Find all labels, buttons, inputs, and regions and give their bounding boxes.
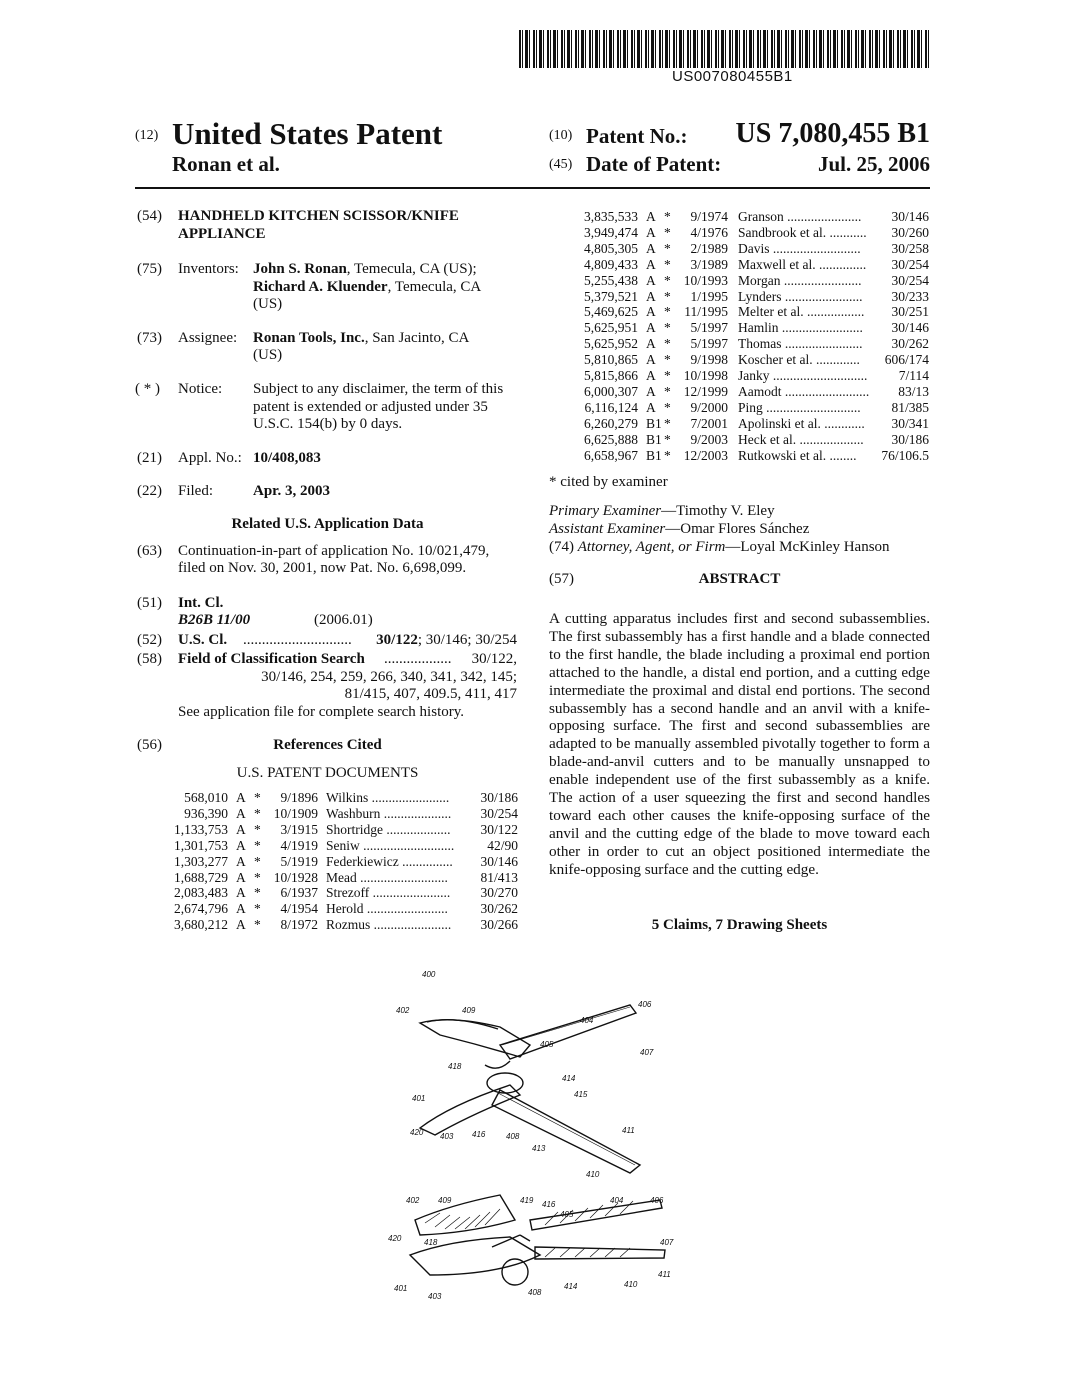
reference-name: Rutkowski et al. ........ bbox=[738, 447, 857, 463]
notice-line-2: patent is extended or adjusted under 35 bbox=[253, 399, 488, 415]
reference-number: 5,379,521 bbox=[584, 288, 638, 304]
reference-kind: A bbox=[236, 917, 246, 933]
reference-kind: A bbox=[236, 869, 246, 885]
reference-name: Thomas ....................... bbox=[738, 336, 863, 352]
related-data-heading: Related U.S. Application Data bbox=[231, 516, 424, 532]
svg-text:400: 400 bbox=[422, 970, 436, 979]
reference-name: Shortridge ................... bbox=[326, 821, 451, 837]
primary-examiner: Primary Examiner—Timothy V. Eley bbox=[549, 503, 775, 519]
reference-date: 9/1974 bbox=[690, 209, 728, 224]
reference-date: 7/2001 bbox=[690, 415, 728, 431]
code-51: (51) bbox=[137, 595, 162, 611]
notice-line-1: Subject to any disclaimer, the term of this bbox=[253, 381, 504, 397]
filed-date: Apr. 3, 2003 bbox=[253, 483, 330, 499]
abstract-text: A cutting apparatus includes first and second subassemblies. The first subassembly has a first handle and a blade connected to the first handle, the blade including a proximal end portion attached to the handle, a distal end portion, and a cutting edge intermediate the proximal and distal end portions. The second subassembly has a second handle and an anvil with a knife-opposing surface. The first and second subassemblies are adapted to be manually assembled pivotally together to form a blade-and-anvil cutters and to be manually unsnapped to enable independent use of the first subassembly as a knife. The action of a user squeezing the first and second handles toward each other causes the knife-opposing surface of the anvil and the cutting edge of the blade to move toward each other in order to cut an object positioned intermediate the knife-opposing surface and the cutting edge. bbox=[549, 610, 930, 878]
svg-text:401: 401 bbox=[394, 1284, 408, 1293]
reference-kind: A bbox=[646, 272, 656, 288]
reference-number: 1,301,753 bbox=[174, 837, 228, 853]
reference-row bbox=[570, 336, 930, 352]
reference-number: 1,303,277 bbox=[174, 853, 228, 869]
patent-drawing bbox=[380, 965, 680, 1305]
code-58: (58) bbox=[137, 651, 162, 667]
reference-number: 936,390 bbox=[184, 805, 228, 821]
reference-date: 4/1954 bbox=[280, 901, 318, 917]
code-45: (45) bbox=[549, 157, 573, 172]
reference-class: 30/262 bbox=[891, 336, 929, 352]
bottom-finger-loop bbox=[502, 1259, 528, 1285]
reference-cited-mark: * bbox=[664, 320, 671, 336]
reference-row bbox=[160, 917, 518, 933]
reference-cited-mark: * bbox=[664, 240, 671, 256]
reference-row bbox=[570, 320, 930, 336]
reference-row bbox=[570, 432, 930, 448]
reference-class: 30/146 bbox=[891, 209, 929, 224]
code-12: (12) bbox=[135, 128, 159, 143]
int-cl-code: B26B 11/00 bbox=[178, 612, 251, 628]
reference-class: 30/266 bbox=[480, 917, 518, 933]
reference-class: 30/146 bbox=[891, 320, 929, 336]
reference-number: 3,949,474 bbox=[584, 224, 638, 240]
svg-text:402: 402 bbox=[396, 1006, 410, 1015]
patent-no-label: Patent No.: bbox=[586, 124, 688, 148]
code-57: (57) bbox=[549, 571, 574, 587]
reference-class: 30/254 bbox=[891, 256, 929, 272]
reference-date: 8/1972 bbox=[280, 917, 318, 933]
reference-class: 30/122 bbox=[480, 821, 518, 837]
svg-text:413: 413 bbox=[532, 1144, 546, 1153]
svg-text:405: 405 bbox=[560, 1210, 574, 1219]
reference-number: 5,625,951 bbox=[584, 320, 638, 336]
reference-kind: A bbox=[646, 288, 656, 304]
reference-kind: A bbox=[646, 336, 656, 352]
reference-number: 3,680,212 bbox=[174, 917, 228, 933]
reference-number: 3,835,533 bbox=[584, 209, 638, 224]
svg-text:416: 416 bbox=[472, 1130, 486, 1139]
reference-date: 2/1989 bbox=[690, 240, 728, 256]
field-search-line-3: 81/415, 407, 409.5, 411, 417 bbox=[344, 686, 517, 702]
code-75: (75) bbox=[137, 261, 162, 277]
reference-cited-mark: * bbox=[664, 447, 671, 463]
int-cl-year: (2006.01) bbox=[314, 612, 373, 628]
reference-kind: A bbox=[646, 368, 656, 383]
reference-row bbox=[160, 901, 518, 917]
svg-text:404: 404 bbox=[610, 1196, 624, 1205]
us-cl-value: 30/122; 30/146; 30/254 bbox=[376, 632, 517, 648]
reference-number: 2,674,796 bbox=[174, 901, 228, 917]
svg-text:410: 410 bbox=[624, 1280, 638, 1289]
reference-class: 30/341 bbox=[891, 415, 929, 431]
reference-kind: A bbox=[646, 399, 656, 415]
reference-kind: A bbox=[646, 209, 656, 224]
inventor-2-country: (US) bbox=[253, 296, 283, 312]
reference-date: 3/1989 bbox=[690, 256, 728, 272]
reference-kind: A bbox=[646, 304, 656, 320]
reference-name: Apolinski et al. ............ bbox=[738, 415, 865, 431]
reference-kind: B1 bbox=[646, 431, 662, 447]
title-line-2: APPLIANCE bbox=[178, 226, 266, 242]
reference-class: 81/413 bbox=[480, 869, 518, 885]
reference-date: 5/1997 bbox=[690, 320, 728, 336]
reference-cited-mark: * bbox=[664, 209, 671, 224]
reference-row bbox=[570, 416, 930, 432]
reference-number: 2,083,483 bbox=[174, 885, 228, 901]
reference-cited-mark: * bbox=[664, 368, 671, 383]
reference-number: 5,255,438 bbox=[584, 272, 638, 288]
reference-name: Janky ............................ bbox=[738, 368, 868, 383]
reference-class: 30/186 bbox=[480, 790, 518, 805]
reference-cited-mark: * bbox=[254, 917, 261, 933]
inventor-2: Richard A. Kluender, Temecula, CA bbox=[253, 279, 482, 295]
top-finger-loop bbox=[487, 1073, 523, 1093]
reference-date: 4/1919 bbox=[280, 837, 318, 853]
reference-number: 1,688,729 bbox=[174, 869, 228, 885]
reference-cited-mark: * bbox=[254, 869, 261, 885]
reference-kind: A bbox=[236, 821, 246, 837]
continuation-line-1: Continuation-in-part of application No. 10/021,479, bbox=[178, 543, 490, 559]
reference-cited-mark: * bbox=[664, 399, 671, 415]
barcode-number: US007080455B1 bbox=[672, 68, 793, 85]
header-rule bbox=[135, 187, 930, 189]
reference-date: 12/2003 bbox=[683, 447, 728, 463]
reference-row bbox=[160, 806, 518, 822]
int-cl-label: Int. Cl. bbox=[178, 595, 224, 611]
code-notice: ( * ) bbox=[135, 381, 160, 397]
reference-class: 7/114 bbox=[898, 368, 929, 383]
field-search-dots: .................. bbox=[384, 651, 452, 667]
patent-date: Jul. 25, 2006 bbox=[817, 152, 930, 176]
reference-number: 5,815,866 bbox=[584, 368, 638, 383]
reference-row bbox=[570, 257, 930, 273]
reference-row bbox=[570, 304, 930, 320]
svg-text:418: 418 bbox=[448, 1062, 462, 1071]
reference-number: 5,469,625 bbox=[584, 304, 638, 320]
reference-row bbox=[160, 870, 518, 886]
code-54: (54) bbox=[137, 208, 162, 224]
svg-text:401: 401 bbox=[412, 1094, 426, 1103]
svg-text:420: 420 bbox=[410, 1128, 424, 1137]
reference-date: 5/1919 bbox=[280, 853, 318, 869]
reference-date: 9/2000 bbox=[690, 399, 728, 415]
reference-name: Melter et al. ................. bbox=[738, 304, 865, 320]
reference-number: 6,260,279 bbox=[584, 415, 638, 431]
reference-class: 30/254 bbox=[480, 805, 518, 821]
svg-text:414: 414 bbox=[562, 1074, 576, 1083]
inventors-label: Inventors: bbox=[178, 261, 239, 277]
reference-date: 3/1915 bbox=[280, 821, 318, 837]
reference-date: 4/1976 bbox=[690, 224, 728, 240]
reference-cited-mark: * bbox=[664, 304, 671, 320]
reference-class: 606/174 bbox=[884, 352, 929, 368]
reference-cited-mark: * bbox=[254, 821, 261, 837]
assistant-examiner: Assistant Examiner—Omar Flores Sánchez bbox=[549, 521, 810, 537]
reference-name: Davis .......................... bbox=[738, 240, 861, 256]
reference-date: 10/1928 bbox=[273, 869, 318, 885]
svg-text:411: 411 bbox=[622, 1126, 635, 1135]
reference-date: 9/1896 bbox=[280, 790, 318, 805]
reference-name: Wilkins ....................... bbox=[326, 790, 450, 805]
svg-text:403: 403 bbox=[440, 1132, 454, 1141]
reference-cited-mark: * bbox=[664, 431, 671, 447]
reference-row bbox=[570, 241, 930, 257]
reference-name: Hamlin ........................ bbox=[738, 320, 863, 336]
reference-row bbox=[570, 448, 930, 464]
reference-class: 30/260 bbox=[891, 224, 929, 240]
svg-text:409: 409 bbox=[438, 1196, 452, 1205]
reference-kind: A bbox=[646, 240, 656, 256]
svg-text:409: 409 bbox=[462, 1006, 476, 1015]
patent-type-title: United States Patent bbox=[172, 116, 443, 151]
reference-kind: B1 bbox=[646, 447, 662, 463]
assignee: Ronan Tools, Inc., San Jacinto, CA bbox=[253, 330, 470, 346]
notice-label: Notice: bbox=[178, 381, 223, 397]
reference-name: Mead .......................... bbox=[326, 869, 448, 885]
title-line-1: HANDHELD KITCHEN SCISSOR/KNIFE bbox=[178, 208, 459, 224]
code-52: (52) bbox=[137, 632, 162, 648]
reference-row bbox=[570, 400, 930, 416]
inventor-summary: Ronan et al. bbox=[172, 152, 280, 176]
svg-text:402: 402 bbox=[406, 1196, 420, 1205]
reference-number: 4,809,433 bbox=[584, 256, 638, 272]
reference-cited-mark: * bbox=[254, 901, 261, 917]
reference-cited-mark: * bbox=[254, 790, 261, 805]
reference-kind: A bbox=[646, 224, 656, 240]
reference-number: 5,625,952 bbox=[584, 336, 638, 352]
notice-line-3: U.S.C. 154(b) by 0 days. bbox=[253, 416, 403, 432]
reference-name: Ping ............................ bbox=[738, 399, 861, 415]
reference-date: 10/1993 bbox=[683, 272, 728, 288]
reference-class: 30/251 bbox=[891, 304, 929, 320]
code-10: (10) bbox=[549, 128, 573, 143]
assignee-label: Assignee: bbox=[178, 330, 238, 346]
reference-date: 9/1998 bbox=[690, 352, 728, 368]
svg-text:408: 408 bbox=[528, 1288, 542, 1297]
reference-date: 10/1998 bbox=[683, 368, 728, 383]
us-patent-docs-heading: U.S. PATENT DOCUMENTS bbox=[236, 765, 419, 781]
claims-summary: 5 Claims, 7 Drawing Sheets bbox=[651, 917, 828, 933]
reference-row bbox=[570, 273, 930, 289]
svg-text:416: 416 bbox=[542, 1200, 556, 1209]
svg-text:407: 407 bbox=[660, 1238, 674, 1247]
reference-kind: A bbox=[646, 256, 656, 272]
reference-kind: A bbox=[236, 790, 246, 805]
code-21: (21) bbox=[137, 450, 162, 466]
top-blade-1 bbox=[500, 1005, 636, 1059]
code-63: (63) bbox=[137, 543, 162, 559]
reference-cited-mark: * bbox=[254, 853, 261, 869]
reference-class: 42/90 bbox=[487, 837, 518, 853]
reference-class: 81/385 bbox=[891, 399, 929, 415]
reference-kind: A bbox=[236, 885, 246, 901]
reference-cited-mark: * bbox=[664, 224, 671, 240]
svg-text:420: 420 bbox=[388, 1234, 402, 1243]
reference-kind: B1 bbox=[646, 415, 662, 431]
reference-cited-mark: * bbox=[254, 805, 261, 821]
svg-text:406: 406 bbox=[650, 1196, 664, 1205]
reference-name: Aamodt ......................... bbox=[738, 383, 870, 399]
assignee-country: (US) bbox=[253, 347, 283, 363]
reference-class: 76/106.5 bbox=[881, 447, 929, 463]
patent-number: US 7,080,455 B1 bbox=[735, 118, 930, 149]
reference-kind: A bbox=[236, 805, 246, 821]
reference-number: 6,658,967 bbox=[584, 447, 638, 463]
reference-number: 6,116,124 bbox=[584, 399, 638, 415]
reference-class: 30/270 bbox=[480, 885, 518, 901]
reference-kind: A bbox=[236, 853, 246, 869]
reference-name: Federkiewicz ............... bbox=[326, 853, 453, 869]
reference-row bbox=[160, 854, 518, 870]
svg-text:414: 414 bbox=[564, 1282, 578, 1291]
svg-text:403: 403 bbox=[428, 1292, 442, 1301]
reference-class: 30/186 bbox=[891, 431, 929, 447]
reference-cited-mark: * bbox=[664, 272, 671, 288]
reference-cited-mark: * bbox=[664, 256, 671, 272]
reference-class: 30/146 bbox=[480, 853, 518, 869]
reference-row bbox=[160, 838, 518, 854]
reference-name: Sandbrook et al. ........... bbox=[738, 224, 867, 240]
cited-by-examiner: * cited by examiner bbox=[549, 474, 668, 490]
field-search-note: See application file for complete search history. bbox=[178, 704, 465, 720]
date-label: Date of Patent: bbox=[586, 152, 722, 176]
reference-date: 10/1909 bbox=[273, 805, 318, 821]
svg-text:406: 406 bbox=[638, 1000, 652, 1009]
reference-kind: A bbox=[646, 352, 656, 368]
reference-name: Granson ...................... bbox=[738, 209, 862, 224]
svg-text:419: 419 bbox=[520, 1196, 534, 1205]
svg-text:411: 411 bbox=[658, 1270, 671, 1279]
field-search-line-2: 30/146, 254, 259, 266, 340, 341, 342, 145; bbox=[261, 669, 517, 685]
reference-name: Rozmus ....................... bbox=[326, 917, 452, 933]
reference-row bbox=[570, 368, 930, 384]
reference-name: Washburn .................... bbox=[326, 805, 452, 821]
reference-cited-mark: * bbox=[664, 415, 671, 431]
abstract-heading: ABSTRACT bbox=[698, 571, 781, 587]
reference-number: 1,133,753 bbox=[174, 821, 228, 837]
reference-cited-mark: * bbox=[664, 383, 671, 399]
continuation-line-2: filed on Nov. 30, 2001, now Pat. No. 6,698,099. bbox=[178, 560, 467, 576]
reference-date: 12/1999 bbox=[683, 383, 728, 399]
reference-kind: A bbox=[646, 320, 656, 336]
reference-row bbox=[570, 225, 930, 241]
references-heading: References Cited bbox=[273, 737, 382, 753]
reference-class: 30/262 bbox=[480, 901, 518, 917]
reference-name: Seniw ........................... bbox=[326, 837, 455, 853]
reference-row bbox=[570, 289, 930, 305]
reference-name: Herold ........................ bbox=[326, 901, 448, 917]
top-handle-1 bbox=[420, 1020, 530, 1057]
reference-class: 30/258 bbox=[891, 240, 929, 256]
reference-name: Koscher et al. ............. bbox=[738, 352, 860, 368]
field-search-label: Field of Classification Search bbox=[178, 651, 365, 667]
reference-cited-mark: * bbox=[664, 288, 671, 304]
reference-cited-mark: * bbox=[664, 352, 671, 368]
reference-name: Morgan ....................... bbox=[738, 272, 862, 288]
svg-text:408: 408 bbox=[506, 1132, 520, 1141]
reference-date: 5/1997 bbox=[690, 336, 728, 352]
svg-text:405: 405 bbox=[540, 1040, 554, 1049]
reference-date: 1/1995 bbox=[690, 288, 728, 304]
reference-date: 6/1937 bbox=[280, 885, 318, 901]
reference-kind: A bbox=[646, 383, 656, 399]
inventor-1: John S. Ronan, Temecula, CA (US); bbox=[253, 261, 477, 277]
appl-no: 10/408,083 bbox=[253, 450, 321, 466]
reference-name: Strezoff ....................... bbox=[326, 885, 451, 901]
reference-kind: A bbox=[236, 901, 246, 917]
barcode bbox=[519, 30, 930, 68]
attorney: (74) Attorney, Agent, or Firm—Loyal McKinley Hanson bbox=[549, 539, 890, 555]
reference-number: 568,010 bbox=[184, 790, 228, 805]
reference-row bbox=[570, 209, 930, 225]
reference-cited-mark: * bbox=[664, 336, 671, 352]
code-73: (73) bbox=[137, 330, 162, 346]
reference-number: 4,805,305 bbox=[584, 240, 638, 256]
reference-row bbox=[570, 384, 930, 400]
reference-date: 11/1995 bbox=[684, 304, 728, 320]
reference-class: 30/233 bbox=[891, 288, 929, 304]
svg-text:415: 415 bbox=[574, 1090, 588, 1099]
reference-kind: A bbox=[236, 837, 246, 853]
reference-date: 9/2003 bbox=[690, 431, 728, 447]
reference-row bbox=[160, 822, 518, 838]
reference-row bbox=[160, 885, 518, 901]
svg-text:407: 407 bbox=[640, 1048, 654, 1057]
reference-row bbox=[160, 790, 518, 806]
svg-text:410: 410 bbox=[586, 1170, 600, 1179]
us-cl-dots: ............................. bbox=[243, 632, 352, 648]
filed-label: Filed: bbox=[178, 483, 214, 499]
reference-cited-mark: * bbox=[254, 837, 261, 853]
code-22: (22) bbox=[137, 483, 162, 499]
reference-number: 5,810,865 bbox=[584, 352, 638, 368]
reference-number: 6,000,307 bbox=[584, 383, 638, 399]
reference-cited-mark: * bbox=[254, 885, 261, 901]
svg-text:404: 404 bbox=[580, 1016, 594, 1025]
reference-class: 83/13 bbox=[898, 383, 929, 399]
field-search-line-1-end: 30/122, bbox=[471, 651, 517, 667]
appl-no-label: Appl. No.: bbox=[178, 450, 242, 466]
reference-class: 30/254 bbox=[891, 272, 929, 288]
svg-text:418: 418 bbox=[424, 1238, 438, 1247]
reference-name: Maxwell et al. .............. bbox=[738, 256, 867, 272]
reference-name: Lynders ....................... bbox=[738, 288, 863, 304]
us-cl-label: U.S. Cl. bbox=[178, 632, 228, 648]
code-56: (56) bbox=[137, 737, 162, 753]
reference-name: Heck et al. ................... bbox=[738, 431, 864, 447]
reference-number: 6,625,888 bbox=[584, 431, 638, 447]
reference-row bbox=[570, 352, 930, 368]
